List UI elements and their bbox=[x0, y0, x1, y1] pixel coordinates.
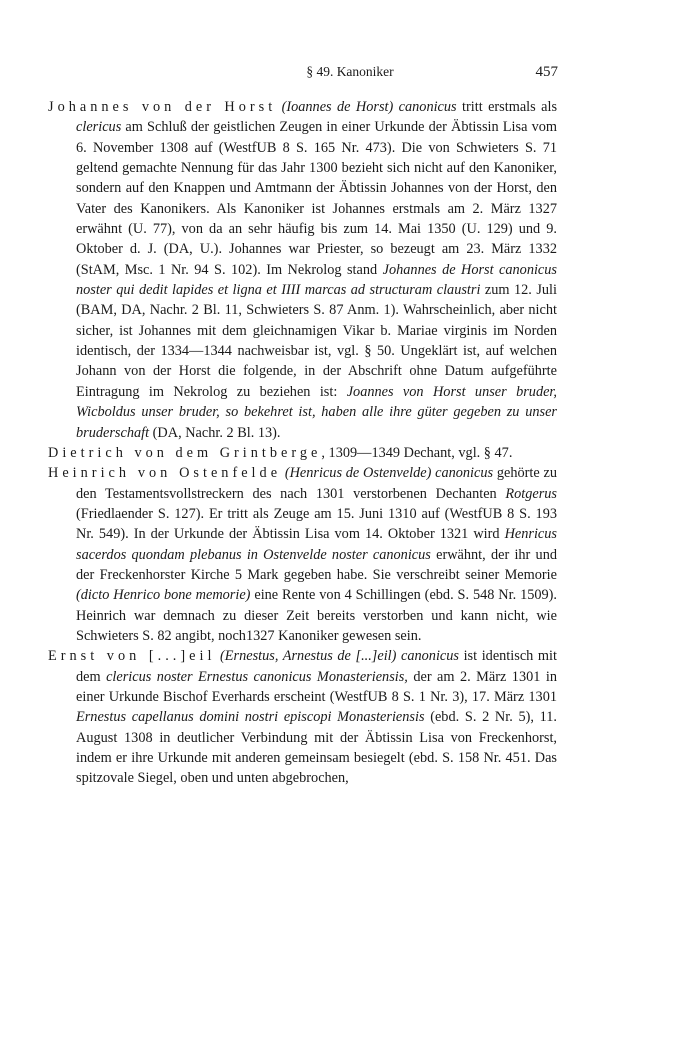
entry-name: Heinrich von Ostenfelde bbox=[48, 465, 282, 482]
entry-ernst-von-eil bbox=[48, 646, 557, 788]
entry-name: Ernst von [...]eil bbox=[48, 648, 216, 665]
entry-text: eine Rente von 4 Schillingen (ebd. S. 548 Nr. 1509). Heinrich war demnach zu dieser Zeit bereits verstorben und kann nicht, wie Schwieters S. 82 angibt, noch1327 Kanoniker gewesen sein. bbox=[76, 587, 557, 644]
latin-quote: Henricus sacerdos quondam plebanus in Ostenvelde noster canonicus bbox=[76, 526, 557, 563]
latin-quote: Johannes de Horst canonicus noster qui dedit lapides et ligna et IIII marcas ad structuram claustri bbox=[76, 261, 557, 299]
entry-name: Dietrich von dem Grintberge bbox=[48, 444, 322, 461]
entry-text: erwähnt, der ihr und der Freckenhorster Kirche 5 Mark gegeben habe. Sie verschreibt seiner Memorie bbox=[76, 546, 557, 583]
latin-quote: (dicto Henrico bone memorie) bbox=[76, 587, 251, 604]
latin-name: (Ioannes de Horst) canonicus bbox=[281, 99, 457, 115]
entry-johannes-von-der-horst bbox=[48, 97, 557, 443]
latin-name: (Ernestus, Arnestus de [...]eil) canonicus bbox=[220, 648, 459, 665]
running-head bbox=[0, 64, 700, 82]
entry-text: (ebd. S. 2 Nr. 5), 11. August 1308 in deutlicher Verbindung mit der Äbtissin Lisa von Freckenhorst, indem er ihre Urkunde mit anderen gemeinsam besiegelt (ebd. S. 158 Nr. 451. Das spitzovale Siegel, oben und unten abgebrochen, bbox=[76, 709, 557, 787]
entry-name: Johannes von der Horst bbox=[48, 99, 277, 115]
entry-text: ist identisch mit dem bbox=[76, 648, 557, 685]
entry-text: tritt erstmals als bbox=[456, 99, 558, 115]
entry-text: zum 12. Juli (BAM, DA, Nachr. 2 Bl. 11, Schwieters S. 87 Anm. 1). Wahrscheinlich, aber nicht sicher, ist Johannes mit dem gleichnamigen Vikar b. Mariae virginis im Norden identisch, der 1334—1344 nachweisbar ist, vgl. § 50. Ungeklärt ist, auf welchen Johann von der Horst die folgende, in der Abschrift ohne Datum aufgeführte Eintragung im Nekrolog zu beziehen ist: bbox=[76, 282, 557, 400]
entry-text: (Friedlaender S. 127). Er tritt als Zeuge am 15. Juni 1310 auf (WestfUB 8 S. 193 Nr. 549). In der Urkunde der Äbtissin Lisa vom 14. Oktober 1321 wird bbox=[76, 505, 557, 543]
running-title: § 49. Kanoniker bbox=[306, 64, 394, 79]
entry-dietrich-von-dem-grintberge bbox=[48, 443, 557, 463]
entry-text: (DA, Nachr. 2 Bl. 13). bbox=[149, 424, 281, 441]
entry-text: der am 2. März 1301 in einer Urkunde Bischof Everhards erscheint (WestfUB 8 S. 1 Nr. 3), 17. März 1301 bbox=[76, 668, 557, 705]
latin-quote: clericus noster Ernestus canonicus Monasteriensis, bbox=[106, 668, 408, 685]
page-number: 457 bbox=[535, 64, 558, 80]
latin-quote: clericus bbox=[76, 119, 122, 136]
german-quote: Joannes von Horst unser bruder, Wicboldus unser bruder, so bekehret ist, haben alle ihre güter gegeben zu unser bruderschaft bbox=[76, 383, 557, 441]
latin-quote: Rotgerus bbox=[505, 485, 557, 502]
entry-text: am Schluß der geistlichen Zeugen in einer Urkunde der Äbtissin Lisa vom 6. November 1308 auf (WestfUB 8 S. 165 Nr. 473). Die von Schwieters S. 71 geltend gemachte Nennung für das Jahr 1300 bezieht sich nicht auf den Kanoniker, sondern auf den Knappen und Amtmann der Äbtissin Johannes von der Horst, den Vater des Kanonikers. Als Kanoniker ist Johannes erstmals am 2. März 1327 erwähnt (U. 77), von da an sehr häufig bis zum 14. Mai 1350 (U. 129) und 9. Oktober d. J. (DA, U.). Johannes war Priester, so bezeugt am 23. März 1332 (StAM, Msc. 1 Nr. 94 S. 102). Im Nekrolog stand bbox=[76, 119, 557, 278]
entry-text: gehörte zu den Testamentsvollstreckern des nach 1301 verstorbenen Dechanten bbox=[76, 465, 557, 502]
latin-name: (Henricus de Ostenvelde) canonicus bbox=[284, 465, 494, 482]
entry-heinrich-von-ostenfelde bbox=[48, 463, 557, 646]
main-text bbox=[48, 97, 557, 789]
latin-quote: Ernestus capellanus domini nostri episcopi Monasteriensis bbox=[76, 709, 425, 726]
entry-text: , 1309—1349 Dechant, vgl. § 47. bbox=[321, 444, 513, 461]
